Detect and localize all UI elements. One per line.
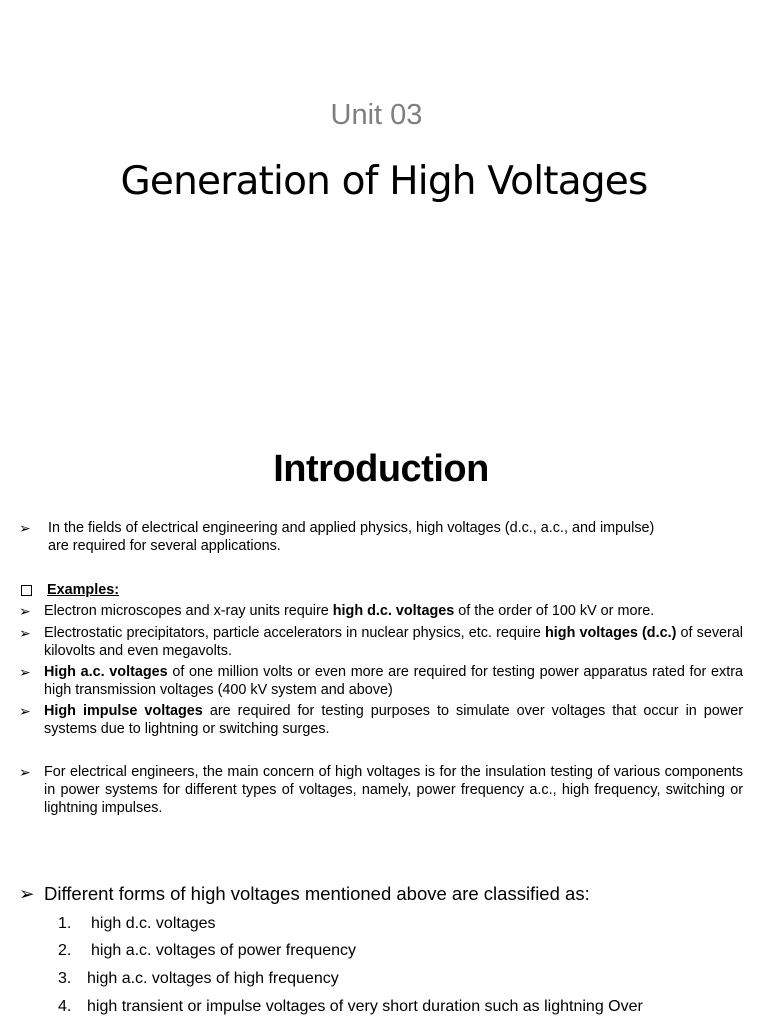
list-item-number: 1.	[58, 915, 72, 932]
arrow-bullet-icon: ➢	[19, 625, 31, 641]
list-item	[58, 969, 748, 989]
arrow-bullet-icon: ➢	[19, 520, 31, 536]
list-item-number: 4.	[58, 998, 72, 1015]
page-title: Generation of High Voltages	[120, 159, 648, 204]
example-item-3	[19, 663, 743, 699]
arrow-bullet-icon: ➢	[19, 603, 31, 619]
arrow-bullet-icon: ➢	[19, 664, 31, 680]
intro-paragraph-2-text: For electrical engineers, the main concern of high voltages is for the insulation testing of various components in power systems for different types of voltages, namely, power frequency a.c., high frequency, switching or lightning impulses.	[44, 764, 743, 816]
example-2-post: of several kilovolts and even megavolts.	[44, 625, 744, 659]
example-4-bold: High impulse voltages	[44, 703, 203, 719]
list-item-text: high a.c. voltages of high frequency	[87, 970, 339, 987]
example-2-bold: high voltages (d.c.)	[545, 625, 677, 641]
examples-label: Examples:	[47, 582, 119, 598]
arrow-bullet-icon: ➢	[19, 703, 31, 719]
example-3-text	[44, 663, 743, 699]
intro-paragraph-2	[19, 763, 743, 817]
example-1-pre: Electron microscopes and x-ray units require	[44, 603, 333, 619]
example-item-4	[19, 702, 743, 738]
arrow-bullet-icon: ➢	[19, 883, 35, 904]
classification-lead	[19, 881, 739, 907]
list-item-text: high a.c. voltages of power frequency	[91, 942, 357, 959]
arrow-bullet-icon: ➢	[19, 764, 31, 780]
section-heading-introduction: Introduction	[273, 448, 489, 490]
example-2-pre: Electrostatic precipitators, particle accelerators in nuclear physics, etc. require	[44, 625, 545, 641]
example-2-text	[44, 624, 743, 660]
list-item	[58, 914, 748, 934]
list-item-text: high transient or impulse voltages of very short duration such as lightning Over	[87, 998, 643, 1015]
example-3-bold: High a.c. voltages	[44, 664, 168, 680]
example-item-2	[19, 624, 743, 660]
intro-paragraph-1	[19, 519, 679, 555]
list-item	[58, 997, 748, 1017]
checkbox-icon	[21, 585, 32, 596]
example-1-post: of the order of 100 kV or more.	[454, 603, 655, 619]
example-1-bold: high d.c. voltages	[332, 603, 455, 619]
examples-header	[21, 581, 119, 599]
example-item-1	[19, 602, 743, 620]
example-3-post: of one million volts or even more are required for testing power apparatus rated for extra high transmission voltages (400 kV system and above)	[44, 664, 743, 698]
list-item-number: 3.	[58, 970, 72, 987]
unit-label: Unit 03	[330, 99, 423, 131]
intro-paragraph-1-text: In the fields of electrical engineering and applied physics, high voltages (d.c., a.c., and impulse) are required for several applications.	[48, 520, 655, 554]
example-4-post: are required for testing purposes to simulate over voltages that occur in power systems due to lightning or switching surges.	[44, 703, 743, 737]
list-item	[58, 941, 748, 961]
list-item-number: 2.	[58, 942, 72, 959]
example-4-text	[44, 702, 743, 738]
classification-lead-text: Different forms of high voltages mentioned above are classified as:	[44, 883, 590, 904]
list-item-text: high d.c. voltages	[91, 915, 216, 932]
example-1-text	[44, 602, 654, 620]
